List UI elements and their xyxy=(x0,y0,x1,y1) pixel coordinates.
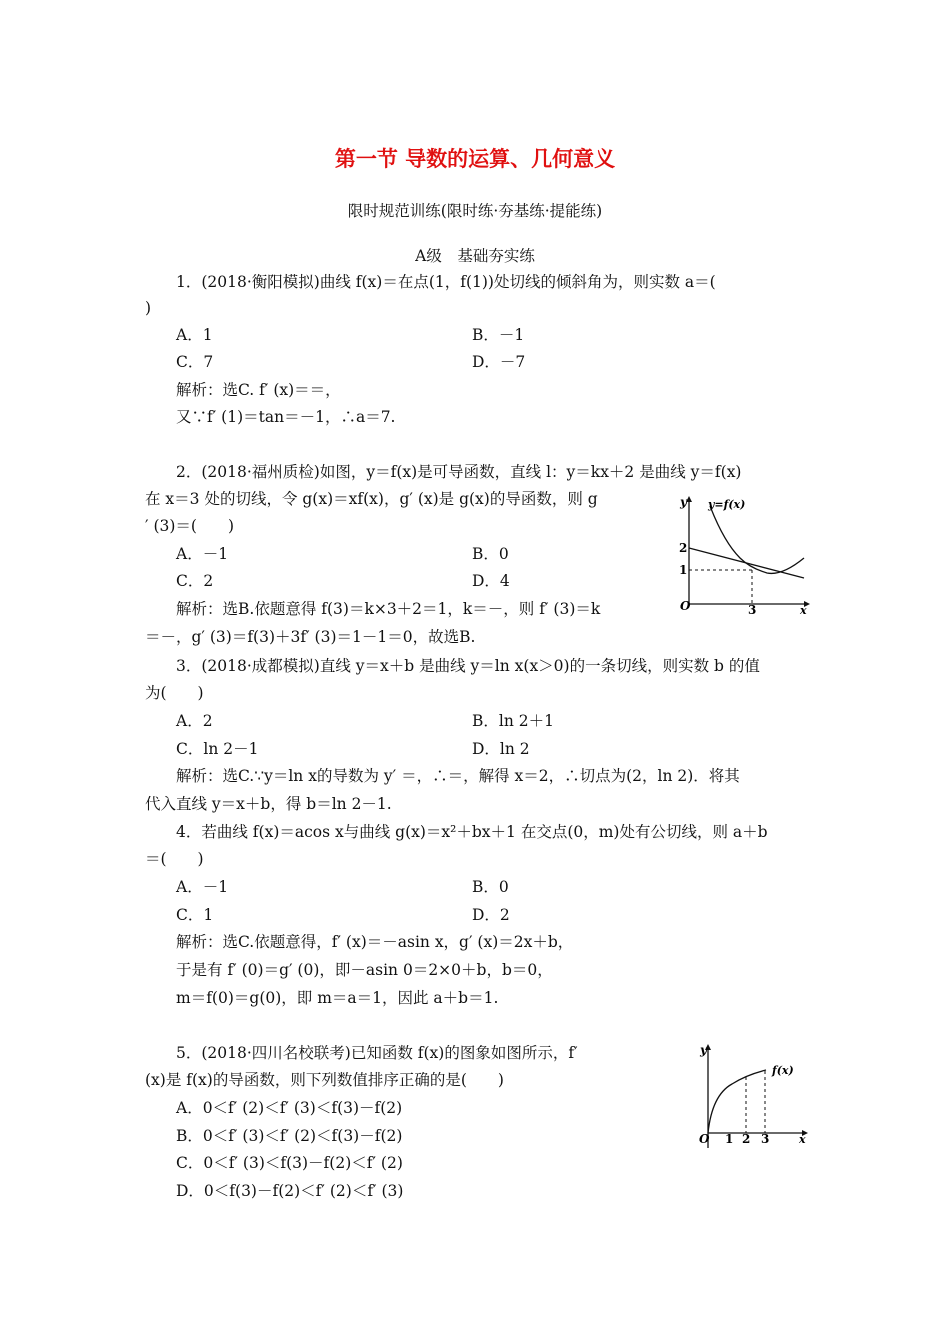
q3-option-b: B．ln 2＋1 xyxy=(472,712,554,730)
q4-option-b: B．0 xyxy=(472,878,509,896)
fig2-x-label: x xyxy=(799,1133,806,1146)
q1-solution-cont: 又∵f′ (1)＝tan＝－1，∴a＝7. xyxy=(176,408,396,426)
q3-option-c: C．ln 2－1 xyxy=(176,740,259,758)
page-title: 第一节 导数的运算、几何意义 xyxy=(334,147,616,171)
fig2-tick-2: 2 xyxy=(742,1132,751,1146)
q5-stem: 5．(2018·四川名校联考)已知函数 f(x)的图象如图所示，f′ xyxy=(176,1044,578,1062)
q5-stem-cont: (x)是 f(x)的导函数，则下列数值排序正确的是( ) xyxy=(145,1071,504,1089)
q4-option-a: A．－1 xyxy=(176,878,229,896)
q3-solution-cont: 代入直线 y＝x＋b，得 b＝ln 2－1. xyxy=(145,795,392,813)
q1-option-b: B．－1 xyxy=(472,326,525,344)
q4-option-c: C．1 xyxy=(176,906,214,924)
fig1-origin: O xyxy=(680,599,691,613)
q2-option-a: A．－1 xyxy=(176,545,229,563)
q3-option-d: D．ln 2 xyxy=(472,740,530,758)
q5-option-a: A．0＜f′ (2)＜f′ (3)＜f(3)－f(2) xyxy=(176,1099,403,1117)
q1-stem: 1．(2018·衡阳模拟)曲线 f(x)＝在点(1，f(1))处切线的倾斜角为，则实数 a＝( xyxy=(176,273,716,291)
q2-solution-cont: ＝－，g′ (3)＝f(3)＋3f′ (3)＝1－1＝0，故选B. xyxy=(145,628,476,646)
fig1-curve-label: y=f(x) xyxy=(708,498,746,511)
q2-solution: 解析：选B.依题意得 f(3)＝k×3＋2＝1，k＝－，则 f′ (3)＝k xyxy=(176,600,601,618)
fig2-origin: O xyxy=(699,1132,710,1146)
fig1-y-label: y xyxy=(680,495,687,509)
q4-solution-cont2: m＝f(0)＝g(0)，即 m＝a＝1，因此 a＋b＝1. xyxy=(176,989,499,1007)
q4-solution-cont: 于是有 f′ (0)＝g′ (0)，即－asin 0＝2×0＋b，b＝0， xyxy=(176,961,553,979)
q3-option-a: A．2 xyxy=(176,712,213,730)
fig1-tick-3: 3 xyxy=(748,603,757,614)
q1-solution: 解析：选C. f′ (x)＝＝， xyxy=(176,381,341,399)
q1-option-d: D．－7 xyxy=(472,353,526,371)
q1-option-a: A．1 xyxy=(176,326,213,344)
q3-solution: 解析：选C.∵y＝ln x的导数为 y′ ＝，∴＝，解得 x＝2，∴切点为(2，ln 2)．将其 xyxy=(176,767,740,785)
q5-option-c: C．0＜f′ (3)＜f(3)－f(2)＜f′ (2) xyxy=(176,1154,403,1172)
q2-stem: 2．(2018·福州质检)如图，y＝f(x)是可导函数，直线 l：y＝kx＋2 是曲线 y＝f(x) xyxy=(176,463,742,481)
q4-stem: 4．若曲线 f(x)＝acos x与曲线 g(x)＝x²＋bx＋1 在交点(0，m)处有公切线，则 a＋b xyxy=(176,823,768,841)
fig1-x-label: x xyxy=(800,604,807,614)
level-heading: A级 基础夯实练 xyxy=(415,247,535,265)
q2-option-d: D．4 xyxy=(472,572,510,590)
q2-option-c: C．2 xyxy=(176,572,214,590)
figure-function-graph xyxy=(680,1040,810,1152)
q4-solution: 解析：选C.依题意得，f′ (x)＝－asin x，g′ (x)＝2x＋b， xyxy=(176,933,574,951)
fig2-y-label: y xyxy=(700,1043,707,1057)
q1-stem-cont: ) xyxy=(145,299,152,317)
q2-stem-cont2: ′ (3)＝( ) xyxy=(145,517,234,535)
q3-stem-cont: 为( ) xyxy=(145,684,204,702)
fig2-tick-3: 3 xyxy=(761,1132,770,1146)
subtitle: 限时规范训练(限时练·夯基练·提能练) xyxy=(347,202,603,220)
q4-stem-cont: ＝( ) xyxy=(145,850,204,868)
q5-option-d: D．0＜f(3)－f(2)＜f′ (2)＜f′ (3) xyxy=(176,1182,404,1200)
figure-tangent-graph xyxy=(672,492,814,614)
q5-option-b: B．0＜f′ (3)＜f′ (2)＜f(3)－f(2) xyxy=(176,1127,403,1145)
q4-option-d: D．2 xyxy=(472,906,510,924)
fig2-tick-1: 1 xyxy=(725,1132,734,1146)
fig1-tick-1: 1 xyxy=(679,563,688,577)
fig2-curve-label: f(x) xyxy=(772,1064,794,1077)
q2-stem-cont: 在 x＝3 处的切线，令 g(x)＝xf(x)，g′ (x)是 g(x)的导函数，则 g xyxy=(145,490,598,508)
q3-stem: 3．(2018·成都模拟)直线 y＝x＋b 是曲线 y＝ln x(x＞0)的一条切线，则实数 b 的值 xyxy=(176,657,760,675)
q1-option-c: C．7 xyxy=(176,353,214,371)
q2-option-b: B．0 xyxy=(472,545,509,563)
fig1-tick-2: 2 xyxy=(679,541,688,555)
